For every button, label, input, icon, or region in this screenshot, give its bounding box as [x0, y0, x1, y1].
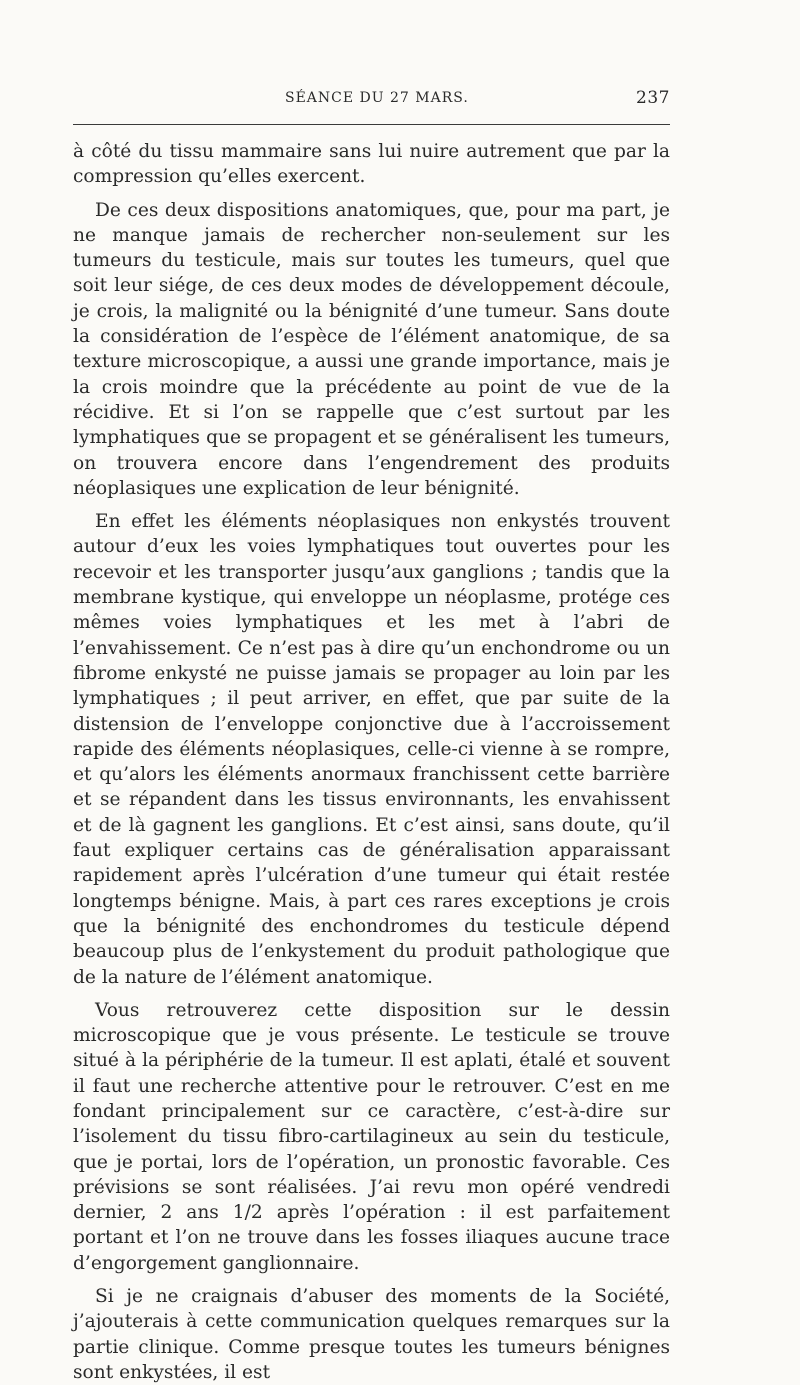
running-head: SÉANCE DU 27 MARS.	[285, 90, 469, 106]
page-header	[73, 86, 670, 116]
page-number: 237	[636, 88, 670, 108]
paragraph-gap	[73, 501, 670, 509]
book-page	[73, 86, 670, 1385]
paragraph-2: De ces deux dispositions anatomiques, que, pour ma part, je ne manque jamais de rechercher non-seulement sur les tumeurs du testicule, mais sur toutes les tumeurs, quel que soit leur siége, de ces deux modes de développement découle, je crois, la malignité ou la bénignité d’une tumeur. Sans doute la considération de l’espèce de l’élément anatomique, de sa texture microscopique, a aussi une grande importance, mais je la crois moindre que la précédente au point de vue de la récidive. Et si l’on se rappelle que c’est surtout par les lymphatiques que se propagent et se généralisent les tumeurs, on trouvera encore dans l’engendrement des produits néoplasiques une explication de leur bénignité.	[73, 199, 670, 499]
paragraph-4: Vous retrouverez cette disposition sur le dessin microscopique que je vous présente. Le testicule se trouve situé à la périphérie de la tumeur. Il est aplati, étalé et souvent il faut une recherche attentive pour le retrouver. C’est en me fondant principalement sur ce caractère, c’est-à-dire sur l’isolement du tissu fibro-cartilagineux au sein du testicule, que je portai, lors de l’opération, un pronostic favorable. Ces prévisions se sont réalisées. J’ai revu mon opéré vendredi dernier, 2 ans 1/2 après l’opération : il est parfaitement portant et l’on ne trouve dans les fosses iliaques aucune trace d’engorgement ganglionnaire.	[73, 999, 670, 1274]
paragraph-gap	[73, 190, 670, 198]
paragraph-1: à côté du tissu mammaire sans lui nuire autrement que par la compression qu’elles exercent.	[73, 141, 670, 188]
paragraph-gap	[73, 990, 670, 998]
paragraph-gap	[73, 1276, 670, 1284]
header-rule	[73, 124, 670, 125]
paragraph-5: Si je ne craignais d’abuser des moments de la Société, j’ajouterais à cette communication quelques remarques sur la partie clinique. Comme presque toutes les tumeurs bénignes sont enkystées, il est	[73, 1286, 670, 1383]
paragraph-3: En effet les éléments néoplasiques non enkystés trouvent autour d’eux les voies lymphatiques tout ouvertes pour les recevoir et les transporter jusqu’aux ganglions ; tandis que la membrane kystique, qui enveloppe un néoplasme, protége ces mêmes voies lymphatiques et les met à l’abri de l’envahissement. Ce n’est pas à dire qu’un enchondrome ou un fibrome enkysté ne puisse jamais se propager au loin par les lymphatiques ; il peut arriver, en effet, que par suite de la distension de l’enveloppe conjonctive due à l’accroissement rapide des éléments néoplasiques, celle-ci vienne à se rompre, et qu’alors les éléments anormaux franchissent cette barrière et se répandent dans les tissus environnants, les envahissent et de là gagnent les ganglions. Et c’est ainsi, sans doute, qu’il faut expliquer certains cas de généralisation apparaissant rapidement après l’ulcération d’une tumeur qui était restée longtemps bénigne. Mais, à part ces rares exceptions je crois que la bénignité des enchondromes du testicule dépend beaucoup plus de l’enkystement du produit pathologique que de la nature de l’élément anatomique.	[73, 511, 670, 988]
